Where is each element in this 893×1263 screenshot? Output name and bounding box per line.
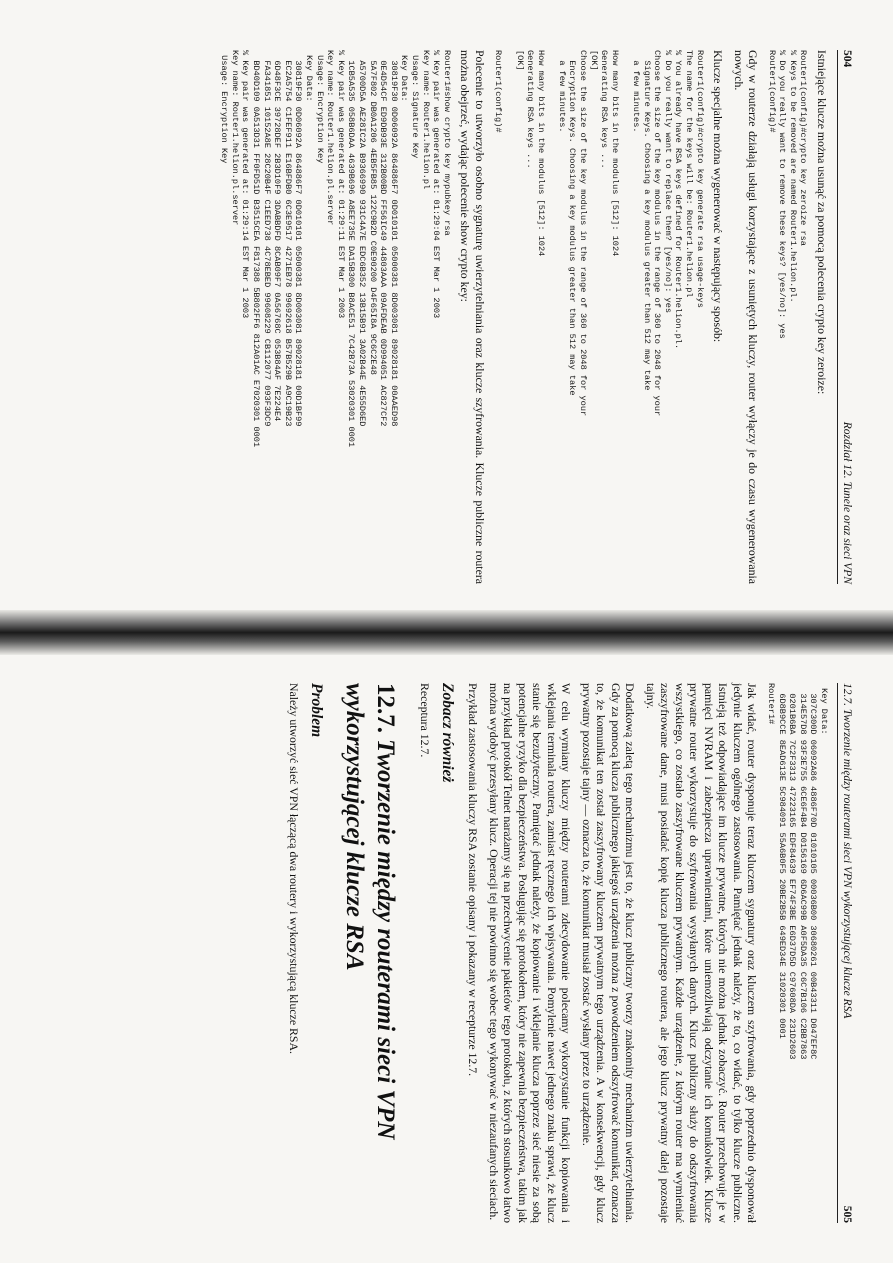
paragraph-public-private: Jak widać, router dysponuje teraz kluczem sygnatury oraz kluczem szyfrowania, gdy poprzednio dysponował jedynie kluczem ogólnego zastosowania. Pamiętać jednak należy, że to, co widać, to tylko klucze publiczne. Istnieją też odpowiadające im klucze prywatne, których nie można jednak zobaczyć. Router przechowuje je w pamięci NVRAM i zabezpiecza uprawnieniami, które uniemożliwiają odczytanie ich komukolwiek. Klucze prywatne router wykorzystuje do szyfrowania wysyłanych danych. Klucz publiczny służy do odszyfrowania wszystkiego, co zostało zaszyfrowane kluczem prywatnym. Każde urządzenie, z którym router ma wymieniać zaszyfrowane dane, musi posiadać kopię klucza publicznego routera, ale jego klucz prywatny dalej pozostaje tajny.: [643, 683, 760, 1223]
see-also-text: Receptura 12.7.: [417, 683, 432, 758]
see-also-heading: Zobacz również: [438, 683, 456, 783]
book-gutter: [0, 610, 893, 655]
running-head-right: 12.7. Tworzenie między routerami sieci VPN wykorzystującej klucze RSA: [841, 683, 853, 1019]
code-key-data: Key Data: 307C300D 06092A86 4886F70D 01010105 00036B00 30680261 00B43311 D047EF8C 314E57D8 93F3E755 6CE6F4B4 D0156169 6D6AC99B A0F5DA35 C6C7B106 C2BB7863 0201B6BA 7C2F3313 47223165 EDF84639 EF74F3BE E6D37D5D C97608DA 231D2603 6D8B9CCE 8EAD613E 5C984091 55A6B0F5 20BE2B5B 649ED34E 31020301 0001 Router1#: [766, 683, 829, 1060]
right-page: [0, 655, 893, 1263]
problem-heading: Problem: [308, 683, 326, 738]
chapter-heading: [339, 683, 401, 1223]
code-zeroize: Router1(config)#crypto key zeroize rsa % Keys to be removed are named Router1.helion.pl. % Do you really want to remove these keys? [yes/no]: yes Router1(config)#: [766, 50, 809, 339]
left-page: [0, 0, 893, 610]
paragraph-services: Gdy w routerze działają usługi korzystające z usuniętych kluczy, router wyłączy je do czasu wygenerowania nowych.: [731, 50, 761, 584]
paragraph-authentication: Dodatkową zaletą tego mechanizmu jest to, że klucz publiczny tworzy znakomity mechanizm uwierzytelniania. Gdy za pomocą klucza publicznego jakiegoś urządzenia można z powodzeniem odszyfrować komunikat, oznacza to, że komunikat ten został zaszyfrowany kluczem prywatnym tego urządzenia. A w konsekwencji, gdy klucz prywatny pozostaje tajny — oznacza to, że komunikat musiał zostać wysłany przez to urządzenie.: [579, 683, 638, 1223]
code-generate-keys: Router1(config)#crypto key generate rsa usage-keys The name for the keys will be: Router1.helion.pl % You already have RSA keys defined for Router1.helion.pl. % Do you really want to replace them? [yes/no]: yes Choose the size of the key modulus in the range of 360 to 2048 for your Signature Keys. Choosing a key modulus greater than 512 may take a few minutes. How many bits in the modulus [512]: 1024 Generating RSA keys ... [OK] Choose the size of the key modulus in the range of 360 to 2048 for your Encryption Keys. Choosing a key modulus greater than 512 may take a few minutes. How many bits in the modulus [512]: 1024 Generating RSA keys ... [OK] Router1(config)#: [493, 50, 705, 417]
running-head-left: Rozdział 12. Tunele oraz sieci VPN: [841, 421, 853, 584]
paragraph-example: Przykład zastosowania kluczy RSA zostanie opisany i pokazany w recepturze 12.7.: [466, 683, 481, 1077]
paragraph-special-keys: Klucze specjalne można wygenerować w następujący sposób:: [711, 50, 726, 343]
paragraph-zeroize: Istniejące klucze można usunąć za pomocą polecenia crypto key zeroize:: [815, 50, 829, 395]
problem-text: Należy utworzyć sieć VPN łączącą dwa routery i wykorzystującą klucze RSA.: [287, 683, 302, 1054]
right-page-header: [837, 683, 853, 1223]
paragraph-copy-paste: W celu wymiany kluczy między routerami zdecydowanie polecamy wykorzystanie funkcji kopiowania i wklejania terminala routera, zamiast ręcznego ich wpisywania. Pomylenie nawet jednego znaku sprawi, że klucz stanie się bezużyteczny. Pamiętać jednak należy, że kopiowanie i wklejanie klucza poprzez sieć niesie za sobą potencjalne ryzyko dla bezpieczeństwa. Posługując się protokołem, który nie zapewnia bezpieczeństwa, takim jak na przykład protokół Telnet narażamy się na przechwycenie pakietów tego protokołu, z których stosunkowo łatwo można wydobyć przesyłany klucz. Operacji tej nie powinno się wobec tego wykonywać w niezaufanych sieciach.: [486, 683, 574, 1223]
page-number-right: 505: [841, 1205, 853, 1223]
page-number-left: 504: [841, 50, 853, 68]
paragraph-show-key: Polecenie to utworzyło osobno sygnaturę uwierzytelniania oraz klucze szyfrowania. Klucze publiczne routera można obejrzeć, wydając polecenie show crypto key:: [458, 50, 487, 584]
code-show-key: Router1#show crypto key mypubkey rsa % Key pair was generated at: 01:29:04 EST Mar 1 2003 Key name: Router1.helion.pl Usage: Signature Key Key Data: 30819F30 0D06092A 864886F7 0D010101 05000381 8D003081 89028181 00AAED98 0E4D54CF ED9DB93E 312B00BD FF56IC49 44803AAA 09AFDEAB 0D994051 AC827CF2 5A7F802 DB0A1206 4EB5FB85 122C9B2D C0E90200 D4F65I8A 9C6C2E48 A5700D5A AE28IC2A B9366990 931C4A7E EDC6B352 13B15B91 3A02B44E 4E55D6ED 1CB5A535 058B6DAA 4639B696 A8EE735E DA15B300 B8ACE51 7C42B73A 53020301 0001 % Key pair was generated at: 01:29:11 EST Mar 1 2003 Key name: Router1.helion.pl.server Usage: Encryption Key Key Data: 30819F30 0D06092A 864886F7 0D010101 05000381 8D003081 89028181 00D1BF99 EC2A5754 C1FEF911 E16BFDB0 6C3E9517 4271EB78 99692618 B57B529B A9C19B23 6D48F3CE 39728DEF 2B3D10F9 3DABBDFD 8CAB09F7 0A56768C 053B84AF 7E224E4 FA341851 10152A8E 28C20B4F C1EED738 4C78EBED 99608229 CB112077 093F3DC9 BD40D109 0A513D31 FF0FD51D B3515CEA F817388 5B802FF6 812A01AC E7020301 0001 % Key pair was generated at: 01:29:14 EST Mar 1 2003 Key name: Router1.helion.pl.server Usage: Encryption Key: [219, 50, 452, 448]
chapter-number: 12.7.: [372, 683, 400, 733]
left-page-header: [837, 50, 853, 584]
chapter-title: Tworzenie między routerami sieci VPN wykorzystującej klucze RSA: [341, 683, 400, 1140]
